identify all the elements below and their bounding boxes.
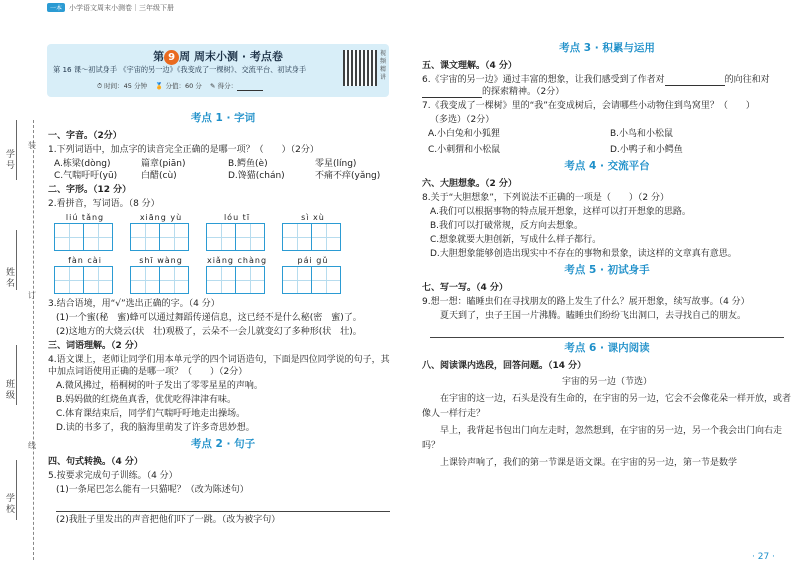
part-heading-8: 八、阅读课内选段，回答问题。（14 分） bbox=[422, 361, 587, 371]
story-prompt: 夏天到了，虫子王国一片沸腾。瞌睡虫们纷纷飞出洞口，去寻找自己的朋友。 bbox=[440, 311, 747, 321]
question-1: 1.下列词语中，加点字的读音完全正确的是哪一项？（ ）（2分） bbox=[48, 145, 319, 155]
question-7: 7.《我变成了一棵树》里的“我”在变成树后，会请哪些小动物住到鸟窝里？（ ） bbox=[422, 101, 755, 111]
part-heading-7: 七、写一写。（4 分） bbox=[422, 283, 508, 293]
writing-box[interactable] bbox=[235, 223, 265, 251]
time-limit: 时间：45 分钟 bbox=[104, 82, 147, 90]
part-heading-3: 三、词语理解。（2 分） bbox=[48, 341, 143, 351]
section-heading-kd3: 考点 3 · 积累与运用 bbox=[559, 42, 655, 54]
total-score: 分值：60 分 bbox=[165, 82, 202, 90]
section-heading-kd6: 考点 6 · 课内阅读 bbox=[564, 342, 650, 354]
pinyin-label: pái gǔ bbox=[297, 256, 329, 265]
option[interactable]: B.小鸟和小松鼠 bbox=[610, 129, 674, 139]
pinyin-label: xiāng yù bbox=[139, 213, 183, 222]
week-number: 9 bbox=[164, 50, 179, 65]
answer-line[interactable] bbox=[56, 498, 390, 512]
question-4: 4.语文课上，老师让同学们用本单元学的四个词语造句，下面是四位同学说的句子，其中加点词语使用正确的是哪一项？（ ）（2分） bbox=[48, 355, 390, 377]
writing-box[interactable] bbox=[54, 266, 84, 294]
writing-box[interactable] bbox=[159, 266, 189, 294]
qr-label: 视频精讲 bbox=[380, 50, 387, 81]
qr-code[interactable] bbox=[343, 50, 377, 86]
part-heading-1: 一、字音。（2分） bbox=[48, 131, 122, 141]
student-number-label: 学号 bbox=[6, 150, 16, 171]
test-title bbox=[47, 48, 389, 65]
pinyin-label: sì xù bbox=[301, 213, 325, 222]
pinyin-group bbox=[54, 255, 116, 294]
pinyin-group bbox=[206, 212, 268, 251]
pinyin-label: liú tǎng bbox=[65, 213, 105, 222]
section-heading-kd2: 考点 2 · 句子 bbox=[190, 438, 256, 450]
question-6-text: 6.《宇宙的另一边》通过丰富的想象，让我们感受到了作者对 bbox=[422, 75, 665, 85]
pencil-icon: ✎ bbox=[210, 82, 216, 90]
class-field[interactable] bbox=[16, 345, 18, 405]
answer-blank[interactable] bbox=[665, 85, 725, 86]
writing-box[interactable] bbox=[130, 266, 160, 294]
left-column bbox=[48, 108, 398, 528]
answer-line[interactable] bbox=[430, 324, 784, 338]
writing-box[interactable] bbox=[282, 266, 312, 294]
question-9: 9.想一想：瞌睡虫们在寻找朋友的路上发生了什么？展开想象，续写故事。（4 分） bbox=[422, 297, 750, 307]
option[interactable]: A.小白兔和小狐狸 bbox=[428, 129, 500, 139]
writing-box[interactable] bbox=[130, 223, 160, 251]
series-tag bbox=[47, 3, 174, 13]
score-earned-field[interactable] bbox=[237, 90, 263, 91]
pinyin-label: fàn cài bbox=[68, 256, 102, 265]
section-heading-kd1: 考点 1 · 字词 bbox=[190, 112, 256, 124]
question-3: 3.结合语境，用“√”选出正确的字。（4 分） bbox=[48, 299, 220, 309]
pinyin-group bbox=[54, 212, 116, 251]
question-8-option-d[interactable]: D.大胆想象能够创造出现实中不存在的事物和景象，读这样的文章真有意思。 bbox=[430, 249, 737, 259]
question-3-1[interactable]: (1)一个蜜(秘 蜜)蜂可以通过舞蹈传递信息，这已经不是什么秘(密 蜜)了。 bbox=[56, 313, 362, 323]
pinyin-group bbox=[206, 255, 268, 294]
option[interactable]: D.小鸭子和小鳄鱼 bbox=[610, 145, 683, 155]
option: 零星(líng) bbox=[315, 159, 357, 169]
writing-box[interactable] bbox=[83, 266, 113, 294]
pinyin-row-1 bbox=[54, 212, 398, 251]
question-3-2[interactable]: (2)这地方的大烧云(状 壮)观极了，云朵不一会儿就变幻了多种形(状 壮)。 bbox=[56, 327, 362, 337]
option[interactable]: D.馋猫(chán) bbox=[228, 171, 285, 181]
name-label: 姓名 bbox=[6, 268, 16, 289]
pinyin-group bbox=[282, 255, 344, 294]
reading-paragraph-3: 上课铃声响了，我们的第一节课是语文课。在宇宙的另一边，第一节是数学 bbox=[440, 458, 738, 468]
page-number: · 27 · bbox=[752, 552, 775, 562]
question-6-text-b: 的向往和对 bbox=[724, 75, 770, 85]
reading-paragraph-1: 在宇宙的这一边，石头是没有生命的，在宇宙的另一边，它会不会像花朵一样开放，或者像人一样行走？ bbox=[422, 394, 792, 419]
question-1-options bbox=[54, 158, 398, 182]
answer-blank[interactable] bbox=[422, 97, 482, 98]
binding-mark-2: 订 bbox=[28, 291, 36, 300]
test-header bbox=[47, 44, 389, 97]
pinyin-group bbox=[130, 212, 192, 251]
option: 不痛不痒(yǎng) bbox=[315, 171, 381, 181]
writing-box[interactable] bbox=[54, 223, 84, 251]
pinyin-group bbox=[130, 255, 192, 294]
question-8-option-b[interactable]: B.我们可以打破常规，反方向去想象。 bbox=[430, 221, 584, 231]
option[interactable]: B.鳄鱼(è) bbox=[228, 159, 268, 169]
option: 篇章(piān) bbox=[141, 159, 186, 169]
section-heading-kd4: 考点 4 · 交流平台 bbox=[564, 160, 650, 172]
option[interactable]: A.栋梁(dòng) bbox=[54, 159, 111, 169]
question-6 bbox=[422, 74, 792, 98]
reading-title: 宇宙的另一边（节选） bbox=[561, 377, 652, 387]
student-number-field[interactable] bbox=[16, 120, 18, 180]
part-heading-5: 五、课文理解。（4 分） bbox=[422, 61, 517, 71]
option[interactable]: C.小刺猬和小松鼠 bbox=[428, 145, 501, 155]
section-heading-kd5: 考点 5 · 初试身手 bbox=[564, 264, 650, 276]
option[interactable]: C.气喘吁吁(yū) bbox=[54, 171, 118, 181]
writing-box[interactable] bbox=[311, 266, 341, 294]
series-badge: 一本 bbox=[47, 3, 65, 12]
trophy-icon: 🏅 bbox=[155, 82, 164, 90]
part-heading-2: 二、字形。（12 分） bbox=[48, 185, 132, 195]
question-2: 2.看拼音，写词语。（8 分） bbox=[48, 199, 160, 209]
writing-box[interactable] bbox=[159, 223, 189, 251]
binding-margin bbox=[0, 0, 44, 572]
binding-mark-3: 线 bbox=[28, 441, 36, 450]
cut-line bbox=[33, 120, 34, 560]
test-subtitle: 第 16 课～初试身手 《宇宙的另一边》《我变成了一棵树》、交流平台、初试身手 bbox=[53, 65, 307, 74]
binding-mark-1: 装 bbox=[28, 141, 36, 150]
name-field[interactable] bbox=[16, 230, 18, 290]
school-field[interactable] bbox=[16, 460, 18, 520]
writing-box[interactable] bbox=[83, 223, 113, 251]
question-7-marks: （多选）（2分） bbox=[430, 115, 495, 125]
writing-box[interactable] bbox=[282, 223, 312, 251]
question-5-1: (1)一条尾巴怎么能有一只猫呢？（改为陈述句） bbox=[56, 485, 249, 495]
writing-box[interactable] bbox=[206, 266, 236, 294]
question-4-option-d[interactable]: D.读的书多了，我的脑海里萌发了许多奇思妙想。 bbox=[56, 423, 255, 433]
question-8-option-c[interactable]: C.想象就要大胆创新，写成什么样子都行。 bbox=[430, 235, 602, 245]
question-4-option-c[interactable]: C.体育课结束后，同学们气喘吁吁地走出操场。 bbox=[56, 409, 246, 419]
right-column bbox=[422, 38, 792, 473]
class-label: 班级 bbox=[6, 380, 16, 401]
week-suffix: 周 周末小测 · 考点卷 bbox=[179, 50, 283, 63]
pinyin-row-2 bbox=[54, 255, 398, 294]
question-6-text-c: 的探索精神。（2分） bbox=[482, 87, 565, 97]
question-4-option-a[interactable]: A.微风拂过，梧桐树的叶子发出了零零星星的声响。 bbox=[56, 381, 263, 391]
score-earned-label: 得分： bbox=[217, 82, 238, 90]
week-prefix: 第 bbox=[153, 50, 165, 63]
question-8-option-a[interactable]: A.我们可以根据事物的特点展开想象，这样可以打开想象的思路。 bbox=[430, 207, 691, 217]
part-heading-4: 四、句式转换。（4 分） bbox=[48, 457, 143, 467]
question-4-option-b[interactable]: B.妈妈做的红烧鱼真香，优优吃得津津有味。 bbox=[56, 395, 237, 405]
pinyin-label: lóu tī bbox=[223, 213, 251, 222]
test-info bbox=[97, 81, 263, 91]
writing-box[interactable] bbox=[235, 266, 265, 294]
question-5: 5.按要求完成句子训练。（4 分） bbox=[48, 471, 178, 481]
series-name: 小学语文周末小测卷｜三年级下册 bbox=[69, 4, 175, 12]
clock-icon: ⏱ bbox=[97, 82, 103, 90]
question-7-options bbox=[428, 128, 792, 156]
question-5-2: (2)我肚子里发出的声音把他们吓了一跳。（改为被字句） bbox=[56, 515, 281, 525]
writing-box[interactable] bbox=[311, 223, 341, 251]
pinyin-label: xiǎng chàng bbox=[206, 256, 268, 265]
reading-paragraph-2: 早上，我背起书包出门向左走时，忽然想到，在宇宙的另一边，另一个我会出门向右走吗？ bbox=[422, 426, 783, 451]
school-label: 学校 bbox=[6, 494, 16, 515]
pinyin-group bbox=[282, 212, 344, 251]
option: 白醋(cù) bbox=[141, 171, 177, 181]
writing-box[interactable] bbox=[206, 223, 236, 251]
pinyin-label: shī wàng bbox=[139, 256, 183, 265]
part-heading-6: 六、大胆想象。（2 分） bbox=[422, 179, 517, 189]
question-8: 8.关于“大胆想象”，下列说法不正确的一项是（ ）（2 分） bbox=[422, 193, 670, 203]
